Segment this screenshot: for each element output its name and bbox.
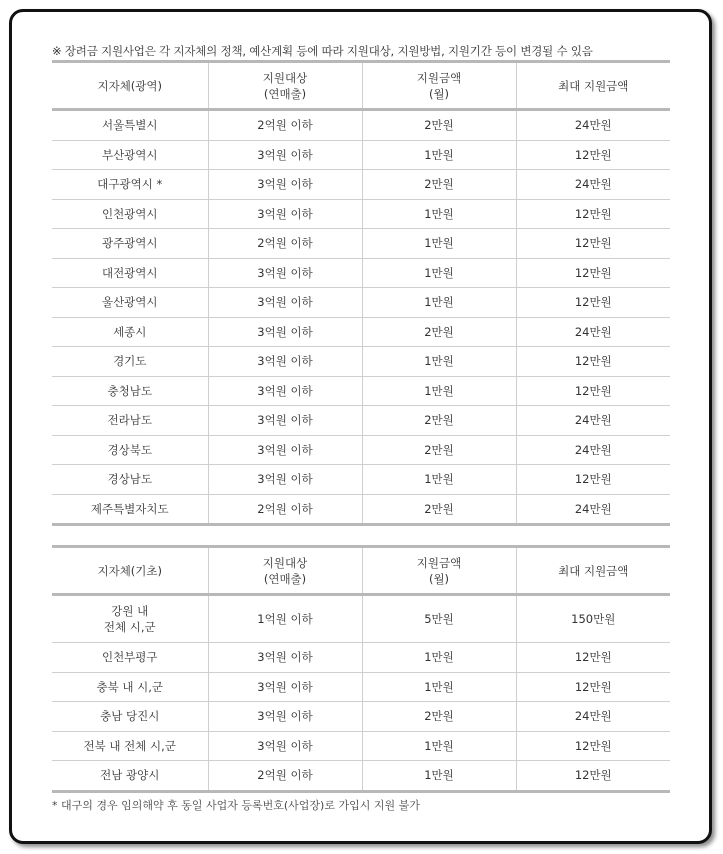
cell-max-amount: 12만원 — [516, 643, 670, 673]
header-eligibility: 지원대상 (연매출) — [208, 547, 362, 595]
notice-top: ※ 장려금 지원사업은 각 지자체의 정책, 예산계획 등에 따라 지원대상, 지원방법, 지원기간 등이 변경될 수 있음 — [52, 44, 593, 58]
cell-monthly-amount: 2만원 — [362, 317, 516, 347]
cell-region: 제주특별자치도 — [52, 494, 208, 525]
header-monthly-amount: 지원금액 (월) — [362, 62, 516, 110]
cell-eligibility: 3억원 이하 — [208, 406, 362, 436]
cell-monthly-amount: 1만원 — [362, 761, 516, 792]
table-row — [52, 731, 670, 761]
cell-eligibility: 3억원 이하 — [208, 317, 362, 347]
table-header-row — [52, 62, 670, 110]
cell-monthly-amount: 2만원 — [362, 406, 516, 436]
table-row — [52, 110, 670, 141]
cell-eligibility: 3억원 이하 — [208, 465, 362, 495]
table-row — [52, 347, 670, 377]
cell-region: 경상북도 — [52, 435, 208, 465]
cell-max-amount: 24만원 — [516, 170, 670, 200]
table-row — [52, 170, 670, 200]
cell-monthly-amount: 1만원 — [362, 258, 516, 288]
table-row — [52, 288, 670, 318]
cell-region: 충청남도 — [52, 376, 208, 406]
cell-monthly-amount: 5만원 — [362, 595, 516, 643]
cell-eligibility: 3억원 이하 — [208, 199, 362, 229]
table-row — [52, 317, 670, 347]
cell-eligibility: 2억원 이하 — [208, 110, 362, 141]
cell-max-amount: 12만원 — [516, 731, 670, 761]
cell-region: 전남 광양시 — [52, 761, 208, 792]
metro-support-table — [52, 60, 670, 526]
cell-max-amount: 12만원 — [516, 229, 670, 259]
cell-monthly-amount: 1만원 — [362, 376, 516, 406]
notice-bottom: * 대구의 경우 임의해약 후 동일 사업자 등록번호(사업장)로 가입시 지원 불가 — [52, 799, 420, 812]
cell-eligibility: 3억원 이하 — [208, 347, 362, 377]
cell-eligibility: 2억원 이하 — [208, 229, 362, 259]
header-monthly-amount: 지원금액 (월) — [362, 547, 516, 595]
cell-max-amount: 12만원 — [516, 761, 670, 792]
table-row — [52, 140, 670, 170]
cell-region: 서울특별시 — [52, 110, 208, 141]
table-row — [52, 672, 670, 702]
cell-max-amount: 12만원 — [516, 347, 670, 377]
cell-monthly-amount: 2만원 — [362, 702, 516, 732]
cell-max-amount: 24만원 — [516, 317, 670, 347]
cell-eligibility: 3억원 이하 — [208, 435, 362, 465]
cell-region: 부산광역시 — [52, 140, 208, 170]
cell-monthly-amount: 1만원 — [362, 347, 516, 377]
cell-monthly-amount: 1만원 — [362, 199, 516, 229]
header-eligibility: 지원대상 (연매출) — [208, 62, 362, 110]
cell-region: 충북 내 시,군 — [52, 672, 208, 702]
table-row — [52, 376, 670, 406]
cell-region: 전라남도 — [52, 406, 208, 436]
cell-monthly-amount: 2만원 — [362, 170, 516, 200]
cell-max-amount: 12만원 — [516, 376, 670, 406]
cell-region: 강원 내 전체 시,군 — [52, 595, 208, 643]
cell-eligibility: 3억원 이하 — [208, 702, 362, 732]
cell-region: 인천부평구 — [52, 643, 208, 673]
table-row — [52, 595, 670, 643]
cell-eligibility: 3억원 이하 — [208, 170, 362, 200]
cell-eligibility: 3억원 이하 — [208, 643, 362, 673]
cell-max-amount: 12만원 — [516, 288, 670, 318]
cell-eligibility: 3억원 이하 — [208, 672, 362, 702]
cell-max-amount: 150만원 — [516, 595, 670, 643]
cell-monthly-amount: 2만원 — [362, 494, 516, 525]
table-row — [52, 199, 670, 229]
cell-eligibility: 3억원 이하 — [208, 140, 362, 170]
cell-region: 대전광역시 — [52, 258, 208, 288]
cell-max-amount: 12만원 — [516, 672, 670, 702]
table-row — [52, 494, 670, 525]
cell-region: 충남 당진시 — [52, 702, 208, 732]
cell-eligibility: 3억원 이하 — [208, 288, 362, 318]
cell-max-amount: 12만원 — [516, 140, 670, 170]
cell-monthly-amount: 1만원 — [362, 288, 516, 318]
cell-monthly-amount: 2만원 — [362, 110, 516, 141]
cell-eligibility: 3억원 이하 — [208, 731, 362, 761]
cell-region: 경상남도 — [52, 465, 208, 495]
cell-monthly-amount: 2만원 — [362, 435, 516, 465]
cell-max-amount: 24만원 — [516, 110, 670, 141]
cell-region: 울산광역시 — [52, 288, 208, 318]
cell-eligibility: 1억원 이하 — [208, 595, 362, 643]
basic-support-table — [52, 545, 670, 793]
cell-monthly-amount: 1만원 — [362, 643, 516, 673]
cell-monthly-amount: 1만원 — [362, 140, 516, 170]
table-row — [52, 406, 670, 436]
cell-monthly-amount: 1만원 — [362, 672, 516, 702]
cell-max-amount: 12만원 — [516, 258, 670, 288]
table-row — [52, 465, 670, 495]
table-row — [52, 761, 670, 792]
cell-monthly-amount: 1만원 — [362, 229, 516, 259]
cell-region: 광주광역시 — [52, 229, 208, 259]
cell-region: 대구광역시 * — [52, 170, 208, 200]
cell-max-amount: 24만원 — [516, 435, 670, 465]
header-max-amount: 최대 지원금액 — [516, 62, 670, 110]
cell-monthly-amount: 1만원 — [362, 465, 516, 495]
header-region: 지자체(광역) — [52, 62, 208, 110]
cell-monthly-amount: 1만원 — [362, 731, 516, 761]
cell-region: 경기도 — [52, 347, 208, 377]
cell-region: 전북 내 전체 시,군 — [52, 731, 208, 761]
cell-eligibility: 2억원 이하 — [208, 494, 362, 525]
cell-max-amount: 12만원 — [516, 465, 670, 495]
cell-region: 세종시 — [52, 317, 208, 347]
cell-max-amount: 24만원 — [516, 702, 670, 732]
cell-max-amount: 24만원 — [516, 406, 670, 436]
table-header-row — [52, 547, 670, 595]
table-row — [52, 435, 670, 465]
cell-eligibility: 3억원 이하 — [208, 376, 362, 406]
cell-max-amount: 12만원 — [516, 199, 670, 229]
table-row — [52, 229, 670, 259]
table-row — [52, 258, 670, 288]
cell-eligibility: 2억원 이하 — [208, 761, 362, 792]
cell-eligibility: 3억원 이하 — [208, 258, 362, 288]
cell-max-amount: 24만원 — [516, 494, 670, 525]
table-row — [52, 643, 670, 673]
header-max-amount: 최대 지원금액 — [516, 547, 670, 595]
header-region: 지자체(기초) — [52, 547, 208, 595]
cell-region: 인천광역시 — [52, 199, 208, 229]
table-row — [52, 702, 670, 732]
